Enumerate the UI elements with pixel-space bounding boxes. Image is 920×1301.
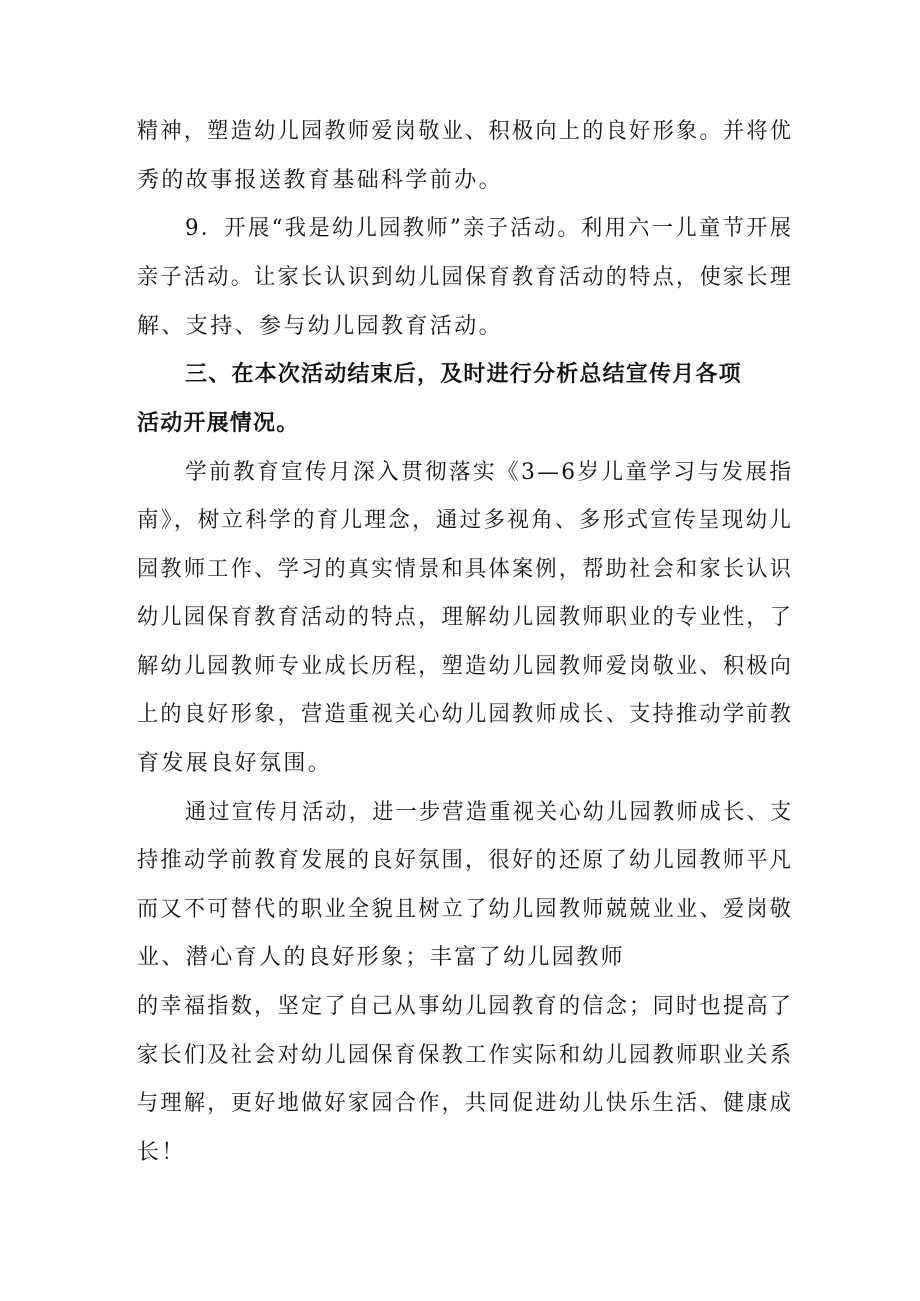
paragraph-line: 与理解，更好地做好家园合作，共同促进幼儿快乐生活、健康成 bbox=[137, 1091, 794, 1116]
paragraph-line: 而又不可替代的职业全貌且树立了幼儿园教师兢兢业业、爱岗敬 bbox=[137, 897, 794, 922]
paragraph-line: 持推动学前教育发展的良好氛围，很好的还原了幼儿园教师平凡 bbox=[137, 848, 794, 873]
paragraph-line: 上的良好形象，营造重视关心幼儿园教师成长、支持推动学前教 bbox=[137, 702, 794, 727]
paragraph-line: 园教师工作、学习的真实情景和具体案例，帮助社会和家长认识 bbox=[137, 557, 794, 582]
paragraph-line: 解幼儿园教师专业成长历程，塑造幼儿园教师爱岗敬业、积极向 bbox=[137, 654, 794, 679]
paragraph-line: 幼儿园保育教育活动的特点，理解幼儿园教师职业的专业性，了 bbox=[137, 605, 794, 630]
section-heading: 三、在本次活动结束后，及时进行分析总结宣传月各项 bbox=[185, 362, 742, 387]
paragraph-line: 家长们及社会对幼儿园保育保教工作实际和幼儿园教师职业关系 bbox=[137, 1043, 794, 1068]
paragraph-line: 解、支持、参与幼儿园教育活动。 bbox=[137, 314, 504, 339]
paragraph-line: 亲子活动。让家长认识到幼儿园保育教育活动的特点，使家长理 bbox=[137, 265, 794, 290]
list-item-9: 9．开展“我是幼儿园教师”亲子活动。利用六一儿童节开展 bbox=[185, 216, 794, 241]
section-heading: 活动开展情况。 bbox=[137, 411, 300, 436]
paragraph-line: 秀的故事报送教育基础科学前办。 bbox=[137, 168, 504, 193]
paragraph-line: 的幸福指数，坚定了自己从事幼儿园教育的信念；同时也提高了 bbox=[137, 994, 794, 1019]
paragraph-line: 学前教育宣传月深入贯彻落实《3—6岁儿童学习与发展指 bbox=[185, 460, 794, 485]
paragraph-line: 长！ bbox=[137, 1140, 186, 1165]
paragraph-line: 育发展良好氛围。 bbox=[137, 751, 333, 776]
paragraph-line: 南》，树立科学的育儿理念，通过多视角、多形式宣传呈现幼儿 bbox=[137, 508, 794, 533]
paragraph-line: 精神，塑造幼儿园教师爱岗敬业、积极向上的良好形象。并将优 bbox=[137, 119, 794, 144]
paragraph-line: 通过宣传月活动，进一步营造重视关心幼儿园教师成长、支 bbox=[185, 800, 794, 825]
paragraph-line: 业、潜心育人的良好形象；丰富了幼儿园教师 bbox=[137, 945, 626, 970]
